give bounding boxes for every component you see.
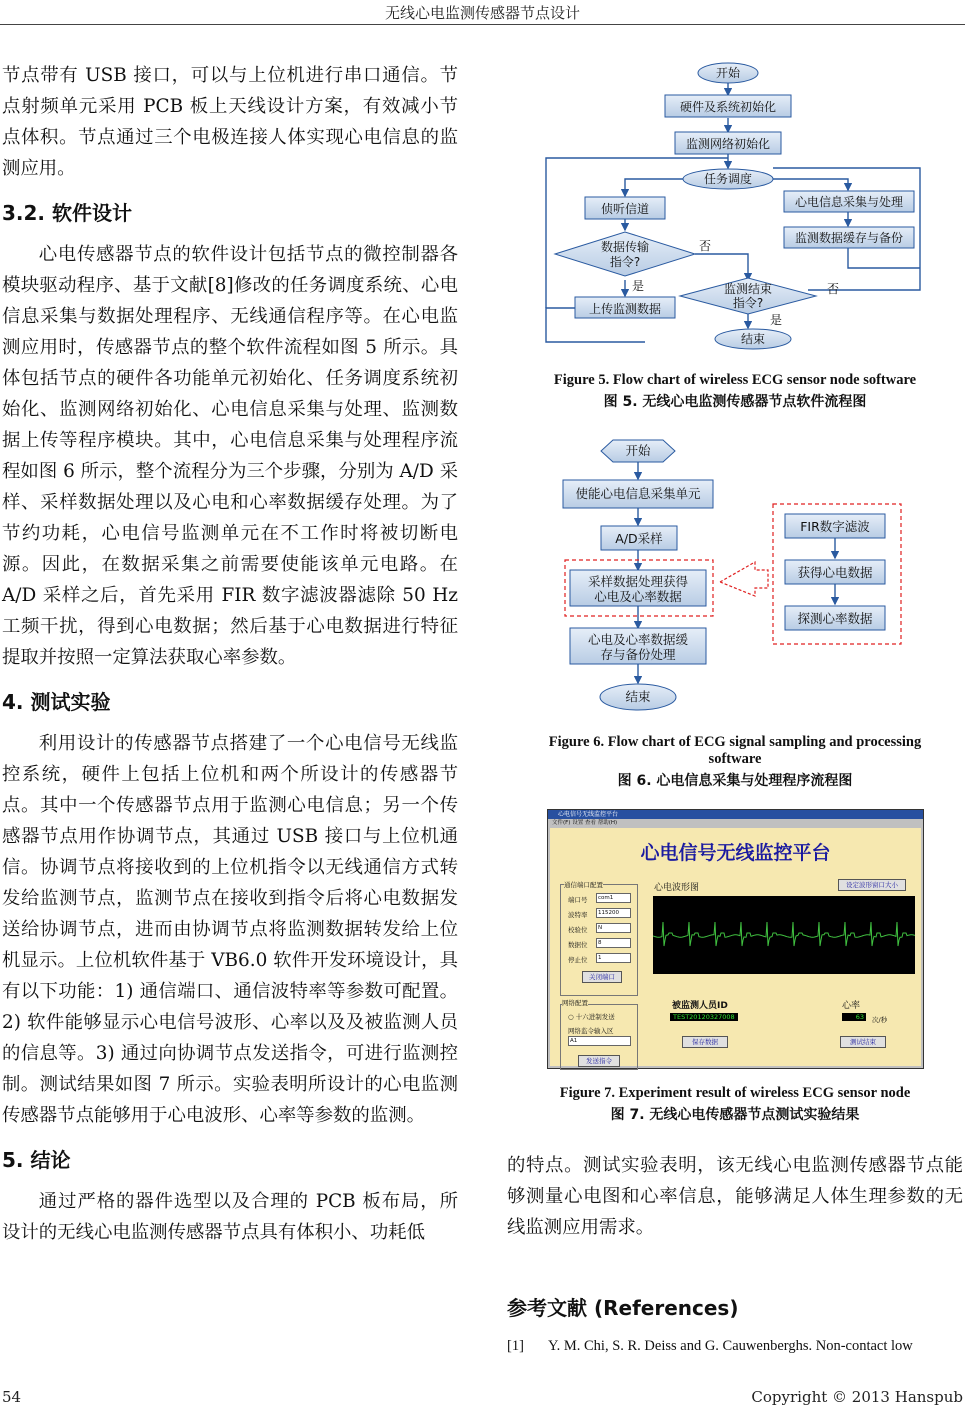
f5-cache: 监测数据缓存与备份 [794, 231, 904, 245]
para-intro: 节点带有 USB 接口，可以与上位机进行串口通信。节点射频单元采用 PCB 板上天线设计方案，有效减小节点体积。节点通过三个电极连接人体实现心电信息的监测应用。 [2, 65, 458, 179]
para-test: 利用设计的传感器节点搭建了一个心电信号无线监控系统，硬件上包括上位机和两个所设计的传感器节点。其中一个传感器节点用于监测心电信息；另一个传感器节点用作协调节点，其通过 USB 接口与上位机通信。协调节点将接收到的上位机指令以无线通信方式转发给监测节点，监测节点在接收到指令后将心电数据发送给协调节点，进而由协调节点将监测数据转发给上位机显示。上位机软件基于 VB6.0 软件开发环境设计，具有以下功能：1) 通信端口、通信波特率等参数可配置。2) 软件能够显示心电信号波形、心率以及及被监测人员的信息等。3) 通过向协调节点发送指令，可进行监测控制。测试结果如图 7 所示。实验表明所设计的心电监测传感器节点能够用于心电波形、心率等参数的监测。 [2, 733, 458, 1126]
f6-fir: FIR数字滤波 [800, 519, 870, 534]
right-column [507, 1150, 963, 1243]
figure-6-flowchart [555, 432, 915, 722]
stopbits-select[interactable]: 1 [596, 953, 631, 963]
heading-4: 4. 测试实验 [2, 690, 111, 714]
left-column [2, 60, 458, 1248]
copyright: Copyright © 2013 Hanspub [751, 1388, 963, 1406]
fig5-caption-en: Figure 5. Flow chart of wireless ECG sensor node software [553, 372, 917, 388]
hr-label: 心率 [842, 1001, 861, 1011]
figure-7-screenshot [547, 809, 924, 1069]
hr-value: 63 [842, 1013, 866, 1021]
f6-enable: 使能心电信息采集单元 [575, 486, 701, 501]
gui-app-title: 心电信号无线监控平台 [640, 842, 831, 864]
f5-d1a: 数据传输 [600, 240, 650, 254]
fig7-caption-cn: 图 7. 无线心电传感器节点测试实验结果 [610, 1107, 860, 1123]
para-software: 心电传感器节点的软件设计包括节点的微控制器各模块驱动程序、基于文献[8]修改的任务调度系统、心电信息采集与数据处理程序、无线通信程序等。在心电监测应用时，传感器节点的整个软件流程如图 5 所示。具体包括节点的硬件各功能单元初始化、任务调度系统初始化、监测网络初始化、心电信息采集与处理、监测数据上传等程序模块。其中，心电信息采集与处理程序流程如图 6 所示，整个流程分为三个步骤，分别为 A/D 采样、采样数据处理以及心电和心率数据缓存处理。为了节约功耗，心电信号监测单元在不工作时将被切断电源。因此，在数据采集之前需要使能该单元电路。在 A/D 采样之后，首先采用 FIR 数字滤波器滤除 50 Hz 工频干扰，得到心电数据；然后基于心电数据进行特征提取并按照一定算法获取心率参数。 [2, 244, 458, 668]
header-rule [0, 24, 965, 25]
f6-start: 开始 [625, 443, 651, 458]
f5-yes2: 是 [769, 313, 783, 327]
heading-3-2: 3.2. 软件设计 [2, 201, 132, 225]
end-test-button[interactable]: 测试结束 [840, 1036, 886, 1048]
net-cmd-input[interactable]: A1 [568, 1036, 631, 1046]
f6-store-b: 存与备份处理 [600, 647, 676, 662]
send-cmd-button[interactable]: 发送指令 [578, 1055, 620, 1067]
f6-store-a: 心电及心率数据缓 [587, 632, 689, 647]
gui-body [550, 828, 921, 1066]
f5-net-init: 监测网络初始化 [685, 137, 771, 151]
f6-get-ecg: 获得心电数据 [797, 565, 873, 580]
port-label: 端口号 [568, 896, 588, 904]
wave-label: 心电波形图 [654, 883, 700, 893]
f5-no1: 否 [698, 239, 712, 253]
f5-hw-init: 硬件及系统初始化 [679, 100, 777, 114]
f6-ad: A/D采样 [615, 531, 663, 546]
baud-select[interactable]: 115200 [596, 908, 631, 918]
fig6-caption-cn: 图 6. 心电信息采集与处理程序流程图 [617, 773, 853, 789]
f6-detect-hr: 探测心率数据 [797, 611, 873, 626]
parity-select[interactable]: N [596, 923, 631, 933]
databits-label: 数据位 [568, 941, 588, 949]
net-cmd-label: 网络监令输入区 [568, 1027, 614, 1035]
f5-yes1: 是 [631, 279, 645, 293]
port-select[interactable]: com1 [596, 893, 631, 903]
f6-proc-b: 心电及心率数据 [594, 589, 682, 604]
f6-proc-a: 采样数据处理获得 [587, 574, 689, 589]
f5-ecg-proc: 心电信息采集与处理 [794, 195, 904, 209]
heading-5: 5. 结论 [2, 1148, 71, 1172]
net-config-label: 网络配置 [562, 999, 588, 1007]
figure-5-flowchart [540, 58, 940, 358]
references-title: 参考文献 (References) [507, 1296, 739, 1320]
port-config-label: 通信端口配置 [564, 881, 603, 889]
ref-1-number: [1] [507, 1338, 524, 1354]
para-conclusion: 通过严格的器件选型以及合理的 PCB 板布局，所设计的无线心电监测传感器节点具有体积小、功耗低 [2, 1191, 458, 1243]
databits-select[interactable]: 8 [596, 938, 631, 948]
fig5-caption-cn: 图 5. 无线心电监测传感器节点软件流程图 [603, 394, 867, 410]
f5-d2a: 监测结束 [723, 282, 773, 296]
page-number: 54 [2, 1388, 22, 1406]
ecg-waveform [653, 896, 915, 974]
f5-end: 结束 [740, 332, 766, 346]
save-data-button[interactable]: 保存数据 [682, 1036, 728, 1048]
id-value: TEST20120327008 [670, 1013, 738, 1021]
f5-listen: 侦听信道 [600, 202, 650, 216]
f6-end: 结束 [625, 689, 651, 704]
close-port-button[interactable]: 关闭端口 [582, 971, 622, 983]
id-label: 被监测人员ID [672, 1001, 728, 1011]
f5-start: 开始 [715, 66, 741, 80]
running-header: 无线心电监测传感器节点设计 [384, 4, 580, 22]
fig7-caption-en: Figure 7. Experiment result of wireless ECG sensor node [559, 1085, 911, 1101]
f5-no2: 否 [826, 282, 840, 296]
hr-unit: 次/秒 [872, 1016, 888, 1024]
ref-1-text: Y. M. Chi, S. R. Deiss and G. Cauwenberghs. Non-contact low [548, 1338, 913, 1354]
set-window-button[interactable]: 设定波形窗口大小 [838, 879, 906, 891]
fig6-caption-en: Figure 6. Flow chart of ECG signal sampling and processing software [548, 734, 922, 767]
gui-menubar: 文件(F) 设置 查看 帮助(H) [552, 820, 618, 826]
f5-upload: 上传监测数据 [588, 302, 662, 316]
baud-label: 波特率 [568, 911, 588, 919]
parity-label: 校验位 [568, 926, 588, 934]
f5-d1b: 指令? [609, 255, 641, 269]
stopbits-label: 停止位 [568, 956, 588, 964]
f5-d2b: 指令? [732, 296, 764, 310]
f5-sched: 任务调度 [703, 172, 753, 186]
hex-send-label: 十六进制发送 [575, 1013, 615, 1021]
gui-titlebar: 心电信号无线监控平台 [548, 810, 923, 819]
para-conclusion-cont: 的特点。测试实验表明，该无线心电监测传感器节点能够测量心电图和心率信息，能够满足人体生理参数的无线监测应用需求。 [507, 1155, 963, 1238]
hex-send-radio[interactable]: ○ 十六进制发送 [568, 1013, 615, 1021]
